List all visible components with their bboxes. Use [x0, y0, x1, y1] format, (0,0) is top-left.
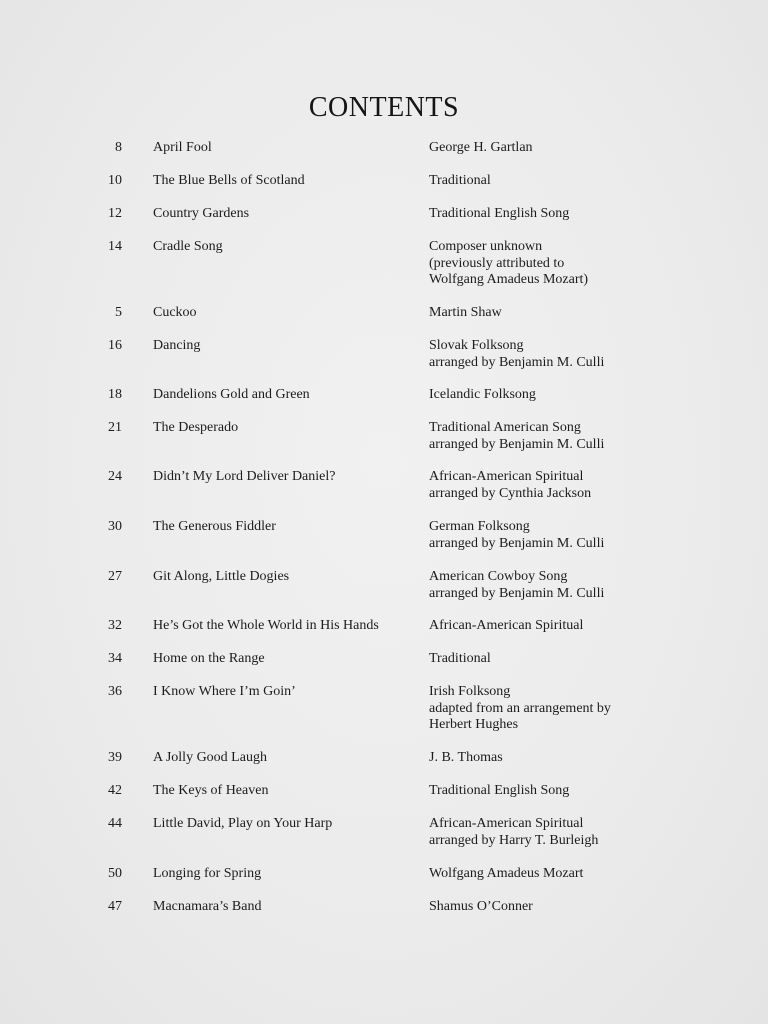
song-title: Cuckoo: [153, 305, 197, 320]
song-credit: [429, 684, 729, 734]
song-credit: [429, 651, 729, 668]
credit-line: arranged by Harry T. Burleigh: [429, 832, 599, 848]
credit-line: African-American Spiritual: [429, 469, 584, 484]
page-number: 30: [108, 519, 122, 534]
song-title: Country Gardens: [153, 206, 250, 221]
song-credit: [429, 140, 729, 157]
page-title: CONTENTS: [308, 92, 460, 123]
song-credit: [429, 816, 729, 849]
song-title: Didn’t My Lord Deliver Daniel?: [153, 469, 336, 484]
page-number: 14: [108, 239, 122, 254]
song-credit: [429, 387, 729, 404]
song-credit: [429, 569, 729, 602]
credit-line: Slovak Folksong: [429, 338, 524, 353]
credit-line: Traditional: [429, 173, 491, 188]
song-title: The Generous Fiddler: [153, 519, 276, 534]
page-number: 44: [108, 816, 122, 831]
page-number: 24: [108, 469, 122, 484]
page-number: 12: [108, 206, 122, 221]
song-title: Little David, Play on Your Harp: [153, 816, 333, 831]
song-title: A Jolly Good Laugh: [153, 750, 267, 765]
credit-line: (previously attributed to: [429, 255, 565, 271]
credit-line: Irish Folksong: [429, 684, 511, 699]
song-title: The Keys of Heaven: [153, 783, 269, 798]
song-credit: [429, 206, 729, 223]
song-credit: [429, 618, 729, 635]
credit-line: George H. Gartlan: [429, 140, 533, 155]
song-credit: [429, 750, 729, 767]
song-credit: [429, 519, 729, 552]
song-title: He’s Got the Whole World in His Hands: [153, 618, 379, 633]
credit-line: Martin Shaw: [429, 305, 502, 320]
song-credit: [429, 783, 729, 800]
page-number: 10: [108, 173, 122, 188]
song-credit: [429, 239, 729, 289]
credit-line: Wolfgang Amadeus Mozart: [429, 866, 584, 881]
song-title: Home on the Range: [153, 651, 265, 666]
song-title: The Blue Bells of Scotland: [153, 173, 305, 188]
credit-line: arranged by Benjamin M. Culli: [429, 436, 605, 452]
credit-line: German Folksong: [429, 519, 530, 534]
credit-line: Composer unknown: [429, 239, 543, 254]
page-number: 39: [108, 750, 122, 765]
page-number: 5: [115, 305, 122, 320]
song-credit: [429, 420, 729, 453]
song-credit: [429, 469, 729, 502]
song-title: I Know Where I’m Goin’: [153, 684, 296, 699]
credit-line: arranged by Benjamin M. Culli: [429, 585, 605, 601]
page-number: 47: [108, 899, 122, 914]
song-credit: [429, 173, 729, 190]
song-title: Dancing: [153, 338, 201, 353]
credit-line: Wolfgang Amadeus Mozart): [429, 272, 589, 287]
credit-line: Traditional American Song: [429, 420, 581, 435]
credit-line: arranged by Benjamin M. Culli: [429, 354, 605, 370]
credit-line: African-American Spiritual: [429, 618, 584, 633]
song-credit: [429, 338, 729, 371]
song-title: Git Along, Little Dogies: [153, 569, 290, 584]
page-number: 21: [108, 420, 122, 435]
page-number: 36: [108, 684, 122, 699]
credit-line: J. B. Thomas: [429, 750, 503, 765]
page-number: 18: [108, 387, 122, 402]
credit-line: Traditional English Song: [429, 206, 570, 221]
credit-line: arranged by Benjamin M. Culli: [429, 535, 605, 551]
song-title: Macnamara’s Band: [153, 899, 262, 914]
credit-line: Traditional: [429, 651, 491, 666]
credit-line: Shamus O’Conner: [429, 899, 533, 914]
page-number: 32: [108, 618, 122, 633]
song-title: Dandelions Gold and Green: [153, 387, 310, 402]
song-credit: [429, 899, 729, 916]
credit-line: African-American Spiritual: [429, 816, 584, 831]
page-number: 8: [115, 140, 122, 155]
song-title: Cradle Song: [153, 239, 223, 254]
credit-line: Traditional English Song: [429, 783, 570, 798]
credit-line: adapted from an arrangement by: [429, 700, 611, 716]
song-title: The Desperado: [153, 420, 239, 435]
credit-line: arranged by Cynthia Jackson: [429, 485, 592, 501]
page-number: 16: [108, 338, 122, 353]
song-credit: [429, 305, 729, 322]
credit-line: American Cowboy Song: [429, 569, 568, 584]
page-number: 42: [108, 783, 122, 798]
song-title: Longing for Spring: [153, 866, 262, 881]
page-number: 50: [108, 866, 122, 881]
credit-line: Herbert Hughes: [429, 717, 519, 732]
page-number: 27: [108, 569, 122, 584]
page-number: 34: [108, 651, 122, 666]
song-title: April Fool: [153, 140, 212, 155]
song-credit: [429, 866, 729, 883]
credit-line: Icelandic Folksong: [429, 387, 536, 402]
